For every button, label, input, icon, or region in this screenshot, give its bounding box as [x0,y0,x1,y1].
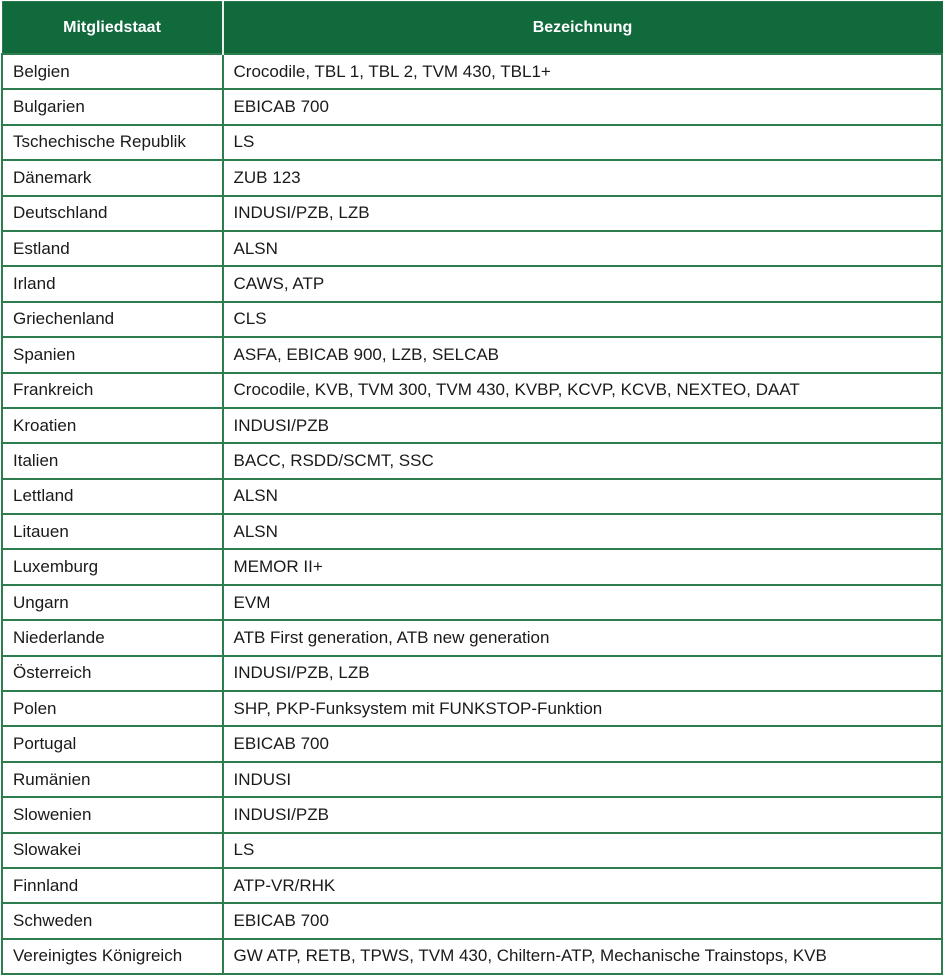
cell-designation: CLS [223,302,942,337]
table-row [2,549,942,584]
cell-member-state: Slowakei [2,833,223,868]
cell-member-state: Dänemark [2,160,223,195]
cell-designation: ASFA, EBICAB 900, LZB, SELCAB [223,337,942,372]
cell-designation: ATB First generation, ATB new generation [223,620,942,655]
cell-member-state: Litauen [2,514,223,549]
table-row [2,231,942,266]
table-row [2,797,942,832]
cell-designation: Crocodile, TBL 1, TBL 2, TVM 430, TBL1+ [223,54,942,89]
cell-designation: GW ATP, RETB, TPWS, TVM 430, Chiltern-ATP, Mechanische Trainstops, KVB [223,939,942,974]
cell-member-state: Italien [2,443,223,478]
cell-member-state: Vereinigtes Königreich [2,939,223,974]
header-member-state: Mitgliedstaat [2,2,223,55]
cell-designation: EBICAB 700 [223,903,942,938]
cell-designation: Crocodile, KVB, TVM 300, TVM 430, KVBP, KCVP, KCVB, NEXTEO, DAAT [223,373,942,408]
cell-designation: LS [223,125,942,160]
cell-designation: INDUSI/PZB, LZB [223,656,942,691]
cell-member-state: Estland [2,231,223,266]
table-row [2,125,942,160]
cell-designation: ALSN [223,514,942,549]
table-row [2,54,942,89]
table-row [2,408,942,443]
table-row [2,868,942,903]
cell-member-state: Lettland [2,479,223,514]
table-row [2,620,942,655]
table-body [2,54,942,974]
cell-member-state: Irland [2,266,223,301]
cell-designation: EBICAB 700 [223,726,942,761]
table-row [2,903,942,938]
cell-member-state: Bulgarien [2,89,223,124]
cell-member-state: Schweden [2,903,223,938]
table-row [2,160,942,195]
cell-member-state: Portugal [2,726,223,761]
cell-designation: BACC, RSDD/SCMT, SSC [223,443,942,478]
table-row [2,373,942,408]
table-row [2,196,942,231]
cell-designation: CAWS, ATP [223,266,942,301]
cell-designation: INDUSI/PZB [223,797,942,832]
table-row [2,585,942,620]
table-row [2,833,942,868]
table-row [2,443,942,478]
table-row [2,656,942,691]
table-row [2,691,942,726]
cell-member-state: Niederlande [2,620,223,655]
table-header-row [2,2,942,55]
member-state-systems-table [1,1,943,975]
cell-designation: EVM [223,585,942,620]
cell-member-state: Deutschland [2,196,223,231]
cell-designation: LS [223,833,942,868]
cell-member-state: Tschechische Republik [2,125,223,160]
cell-member-state: Kroatien [2,408,223,443]
cell-member-state: Frankreich [2,373,223,408]
cell-designation: ZUB 123 [223,160,942,195]
cell-member-state: Spanien [2,337,223,372]
cell-member-state: Slowenien [2,797,223,832]
table-row [2,514,942,549]
cell-designation: EBICAB 700 [223,89,942,124]
cell-member-state: Griechenland [2,302,223,337]
table-row [2,479,942,514]
table-row [2,762,942,797]
cell-designation: ALSN [223,231,942,266]
cell-member-state: Luxemburg [2,549,223,584]
cell-member-state: Polen [2,691,223,726]
cell-member-state: Belgien [2,54,223,89]
cell-designation: INDUSI/PZB [223,408,942,443]
cell-member-state: Ungarn [2,585,223,620]
cell-designation: MEMOR II+ [223,549,942,584]
cell-member-state: Finnland [2,868,223,903]
cell-designation: INDUSI/PZB, LZB [223,196,942,231]
table-row [2,726,942,761]
cell-member-state: Österreich [2,656,223,691]
cell-designation: SHP, PKP-Funksystem mit FUNKSTOP-Funktion [223,691,942,726]
table-row [2,337,942,372]
header-designation: Bezeichnung [223,2,942,55]
cell-member-state: Rumänien [2,762,223,797]
table-row [2,302,942,337]
cell-designation: ATP-VR/RHK [223,868,942,903]
table-row [2,939,942,974]
cell-designation: ALSN [223,479,942,514]
table-row [2,266,942,301]
cell-designation: INDUSI [223,762,942,797]
table-row [2,89,942,124]
